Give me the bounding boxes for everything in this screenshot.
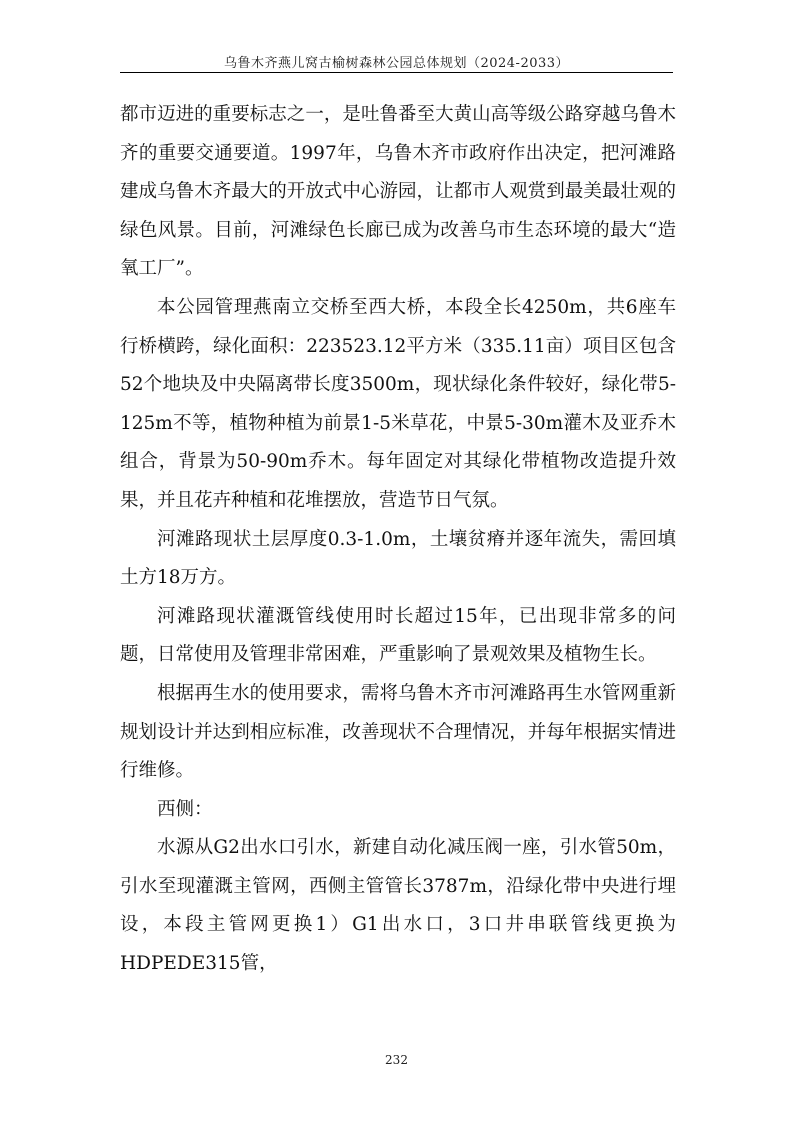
paragraph-water-source: 水源从G2出水口引水，新建自动化减压阀一座，引水管50m，引水至现灌溉主管网，西侧主管管长3787m，沿绿化带中央进行埋设，本段主管网更换1）G1出水口，3口井串联管线更换为HDPEDE315管， bbox=[120, 837, 676, 975]
paragraph-irrigation: 河滩路现状灌溉管线使用时长超过15年，已出现非常多的问题，日常使用及管理非常困难，严重影响了景观效果及植物生长。 bbox=[120, 605, 676, 666]
page-header: 乌鲁木齐燕儿窝古榆树森林公园总体规划（2024-2033） bbox=[223, 56, 570, 71]
header-divider bbox=[120, 72, 673, 73]
paragraph-park-overview: 本公园管理燕南立交桥至西大桥，本段全长4250m，共6座车行桥横跨，绿化面积：223523.12平方米（335.11亩）项目区包含52个地块及中央隔离带长度3500m，现状绿化条件较好，绿化带5-125m不等，植物种植为前景1-5米草花，中景5-30m灌木及亚乔木组合，背景为50-90m乔木。每年固定对其绿化带植物改造提升效果，并且花卉种植和花堆摆放，营造节日气氛。 bbox=[120, 296, 676, 511]
paragraph-continued: 都市迈进的重要标志之一，是吐鲁番至大黄山高等级公路穿越乌鲁木齐的重要交通要道。1997年，乌鲁木齐市政府作出决定，把河滩路建成乌鲁木齐最大的开放式中心游园，让都市人观赏到最美最壮观的绿色风景。目前，河滩绿色长廊已成为改善乌市生态环境的最大“造氧工厂”。 bbox=[120, 104, 676, 280]
document-body bbox=[120, 96, 676, 984]
paragraph-west-side-heading: 西侧： bbox=[157, 798, 213, 820]
paragraph-reclaimed-water: 根据再生水的使用要求，需将乌鲁木齐市河滩路再生水管网重新规划设计并达到相应标准，改善现状不合理情况，并每年根据实情进行维修。 bbox=[120, 682, 676, 782]
page-number: 232 bbox=[385, 1053, 408, 1067]
paragraph-soil: 河滩路现状土层厚度0.3-1.0m，土壤贫瘠并逐年流失，需回填土方18万方。 bbox=[120, 528, 676, 589]
